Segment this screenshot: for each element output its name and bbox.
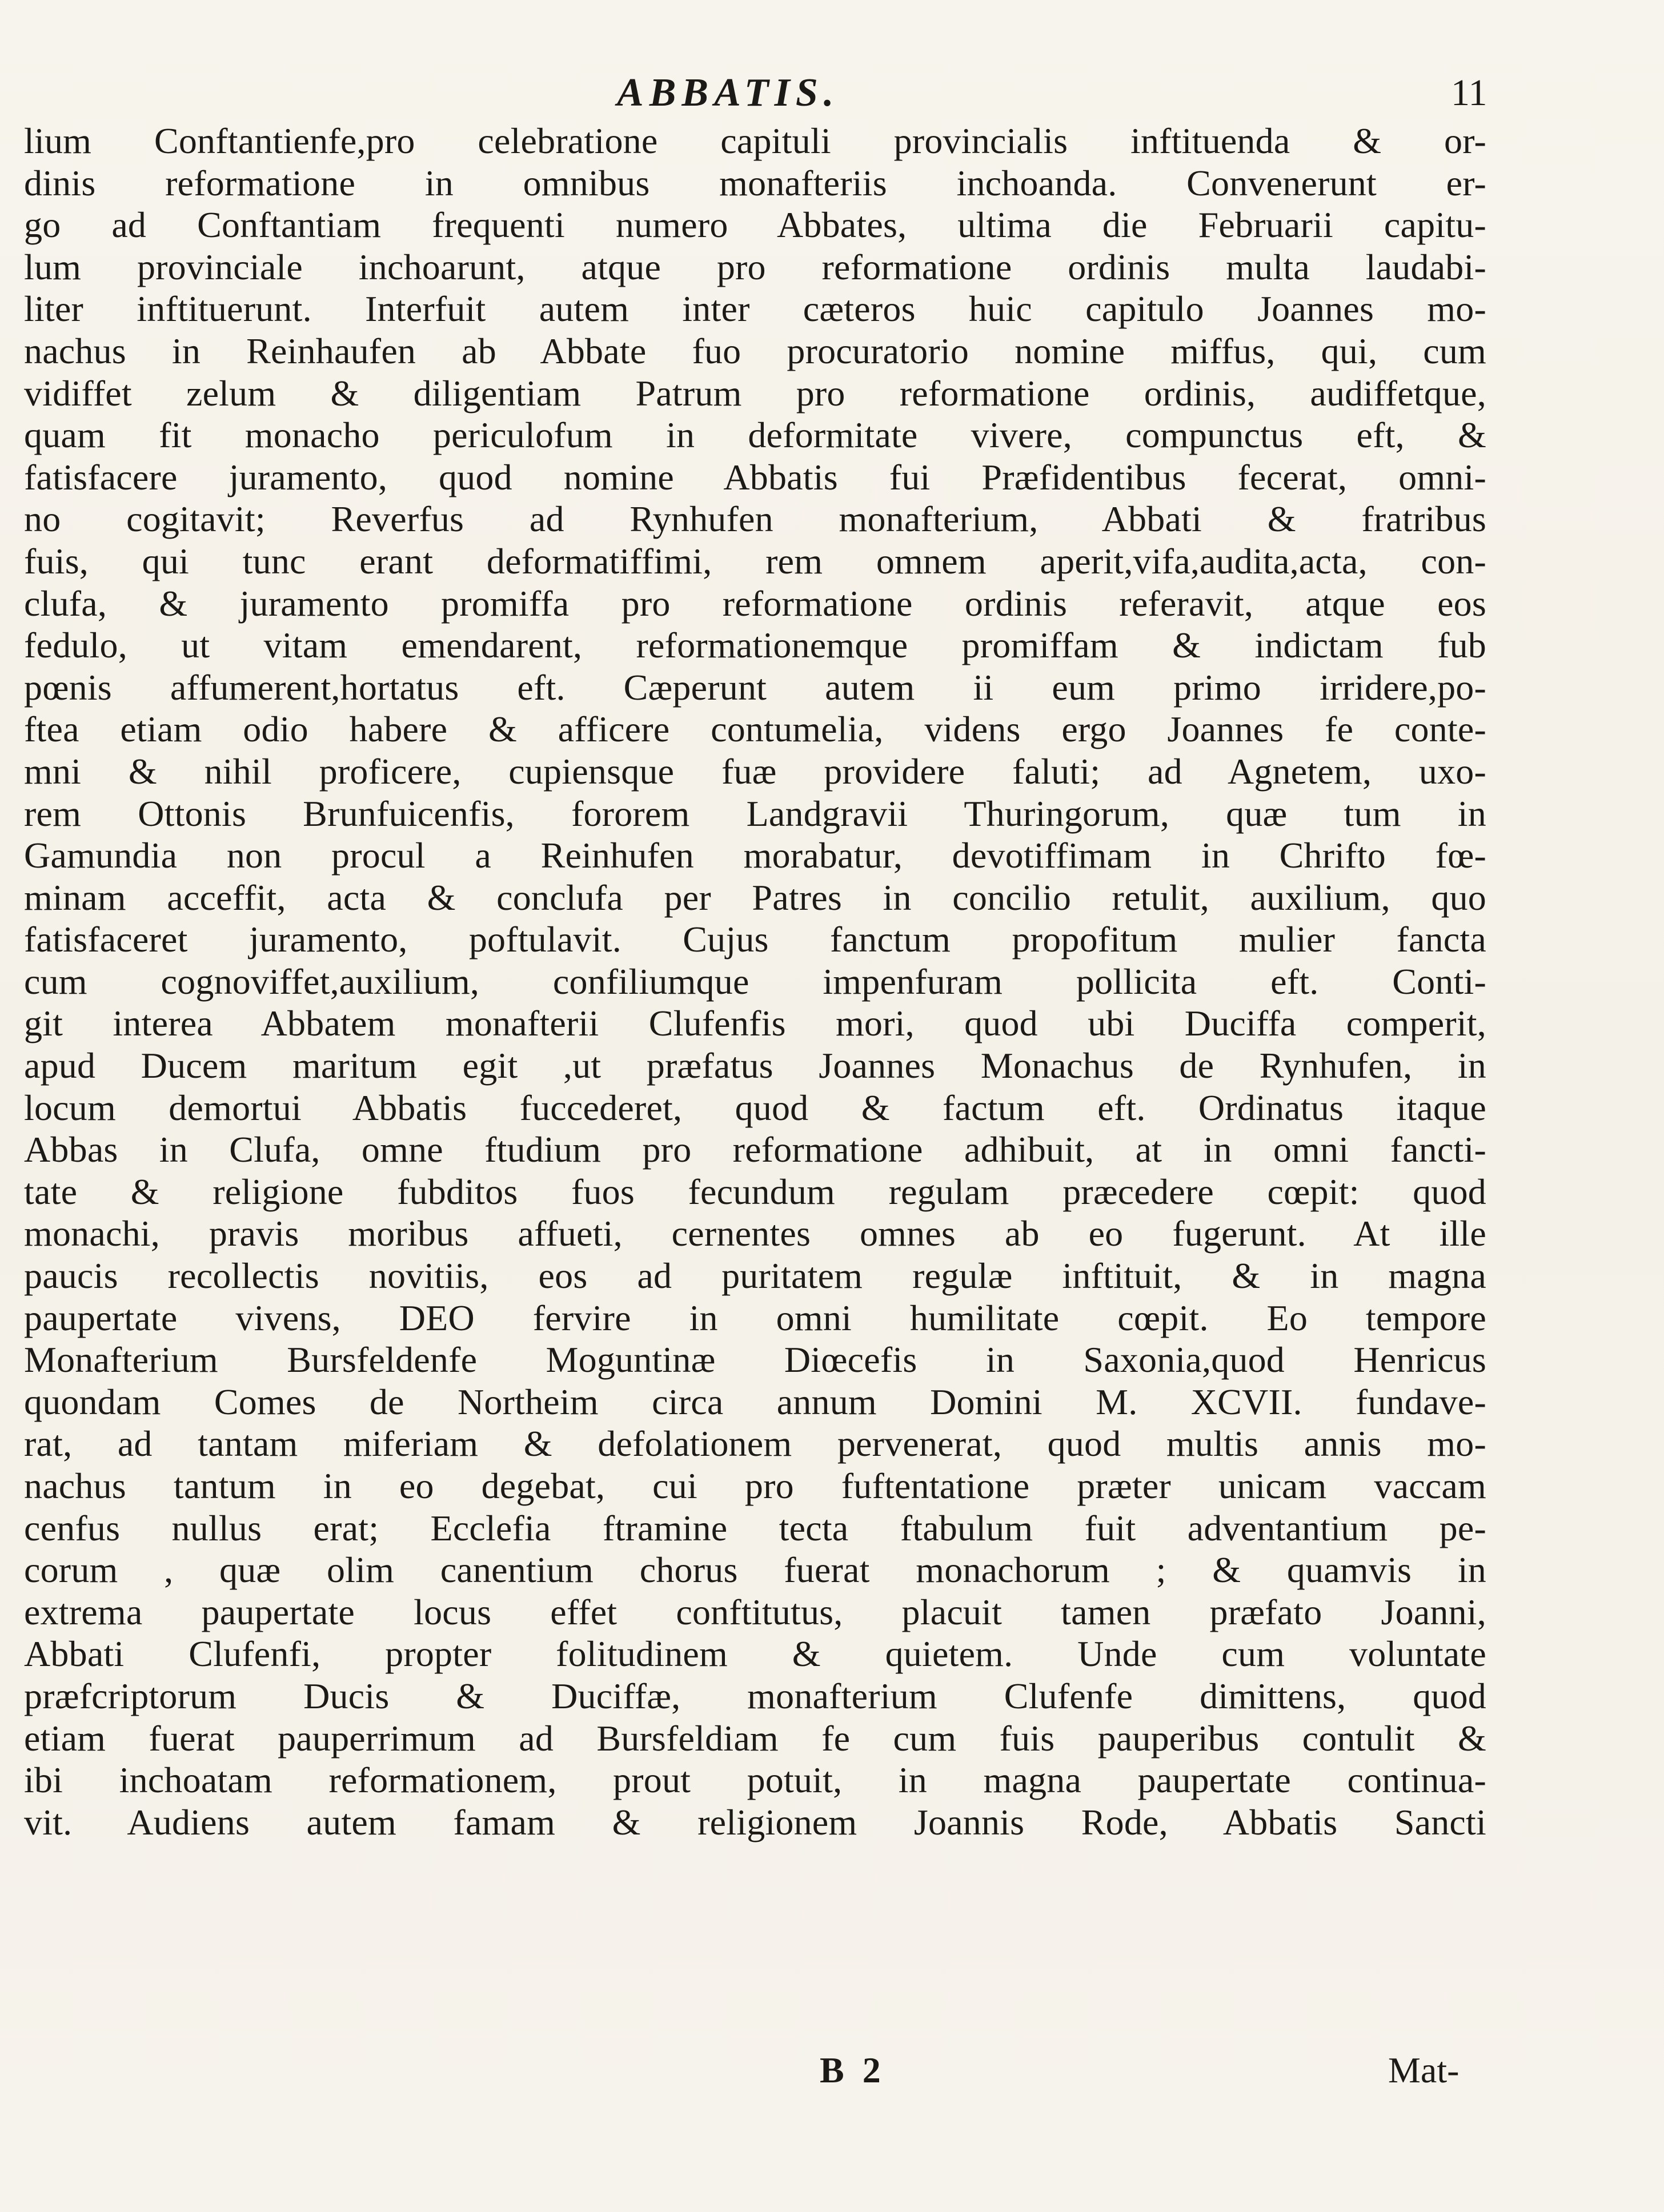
- page-footer: [0, 2045, 1664, 2096]
- text-line: nachus in Reinhaufen ab Abbate fuo procuratorio nomine miffus, qui, cum: [24, 330, 1486, 371]
- text-line: git interea Abbatem monafterii Clufenfis mori, quod ubi Duciffa comperit,: [24, 1003, 1486, 1044]
- text-line: nachus tantum in eo degebat, cui pro fuftentatione præter unicam vaccam: [24, 1466, 1486, 1506]
- text-line: rem Ottonis Brunfuicenfis, fororem Landgravii Thuringorum, quæ tum in: [24, 793, 1486, 834]
- text-line: quondam Comes de Northeim circa annum Domini M. XCVII. fundave-: [24, 1381, 1486, 1422]
- text-line: corum , quæ olim canentium chorus fuerat monachorum ; & quamvis in: [24, 1549, 1486, 1591]
- text-line: pœnis affumerent,hortatus eft. Cæperunt autem ii eum primo irridere,po-: [24, 667, 1486, 708]
- text-line: dinis reformatione in omnibus monafteriis inchoanda. Convenerunt er-: [24, 162, 1486, 203]
- text-line: locum demortui Abbatis fuccederet, quod & factum eft. Ordinatus itaque: [24, 1087, 1486, 1128]
- catchword: Mat-: [1388, 2050, 1459, 2090]
- page-number: 11: [1451, 72, 1487, 114]
- text-line: cum cognoviffet,auxilium, confiliumque impenfuram pollicita eft. Conti-: [24, 961, 1486, 1002]
- text-line: monachi, pravis moribus affueti, cernentes omnes ab eo fugerunt. At ille: [24, 1213, 1486, 1254]
- text-line: no cogitavit; Reverfus ad Rynhufen monafterium, Abbati & fratribus: [24, 499, 1486, 540]
- running-head: [0, 67, 1664, 119]
- text-line: mni & nihil proficere, cupiensque fuæ providere faluti; ad Agnetem, uxo-: [24, 750, 1486, 792]
- text-line: ibi inchoatam reformationem, prout potuit, in magna paupertate continua-: [24, 1760, 1486, 1801]
- text-line: extrema paupertate locus effet conftitutus, placuit tamen præfato Joanni,: [24, 1591, 1486, 1632]
- text-line: fedulo, ut vitam emendarent, reformationemque promiffam & indictam fub: [24, 625, 1486, 666]
- body-text: [24, 120, 1486, 1843]
- text-line: tate & religione fubditos fuos fecundum regulam præcedere cœpit: quod: [24, 1171, 1486, 1212]
- text-line: minam acceffit, acta & conclufa per Patres in concilio retulit, auxilium, quo: [24, 877, 1486, 918]
- text-line: quam fit monacho periculofum in deformitate vivere, compunctus eft, &: [24, 415, 1486, 456]
- text-line: rat, ad tantam miferiam & defolationem pervenerat, quod multis annis mo-: [24, 1423, 1486, 1464]
- text-line: Gamundia non procul a Reinhufen morabatur, devotiffimam in Chrifto fœ-: [24, 835, 1486, 876]
- text-line: Abbas in Clufa, omne ftudium pro reformatione adhibuit, at in omni fancti-: [24, 1129, 1486, 1170]
- text-line: ftea etiam odio habere & afficere contumelia, videns ergo Joannes fe conte-: [24, 709, 1486, 750]
- text-line: fuis, qui tunc erant deformatiffimi, rem omnem aperit,vifa,audita,acta, con-: [24, 540, 1486, 581]
- signature-mark: B 2: [820, 2050, 885, 2090]
- text-line: fatisfaceret juramento, poftulavit. Cujus fanctum propofitum mulier fancta: [24, 919, 1486, 960]
- text-line: vidiffet zelum & diligentiam Patrum pro reformatione ordinis, audiffetque,: [24, 372, 1486, 414]
- text-line: paucis recollectis novitiis, eos ad puritatem regulæ inftituit, & in magna: [24, 1255, 1486, 1296]
- text-line: paupertate vivens, DEO fervire in omni humilitate cœpit. Eo tempore: [24, 1297, 1486, 1338]
- text-line: præfcriptorum Ducis & Duciffæ, monafterium Clufenfe dimittens, quod: [24, 1675, 1486, 1716]
- text-line: Monafterium Bursfeldenfe Moguntinæ Diœcefis in Saxonia,quod Henricus: [24, 1339, 1486, 1380]
- text-line: fatisfacere juramento, quod nomine Abbatis fui Præfidentibus fecerat, omni-: [24, 456, 1486, 497]
- text-line: etiam fuerat pauperrimum ad Bursfeldiam fe cum fuis pauperibus contulit &: [24, 1717, 1486, 1759]
- text-line: lium Conftantienfe,pro celebratione capituli provincialis inftituenda & or-: [24, 121, 1486, 161]
- running-title: ABBATIS.: [617, 71, 840, 115]
- text-line: clufa, & juramento promiffa pro reformatione ordinis referavit, atque eos: [24, 583, 1486, 624]
- text-line: vit. Audiens autem famam & religionem Joannis Rode, Abbatis Sancti: [24, 1801, 1486, 1842]
- text-line: liter inftituerunt. Interfuit autem inter cæteros huic capitulo Joannes mo-: [24, 288, 1486, 330]
- text-line: go ad Conftantiam frequenti numero Abbates, ultima die Februarii capitu-: [24, 204, 1486, 246]
- text-line: lum provinciale inchoarunt, atque pro reformatione ordinis multa laudabi-: [24, 246, 1486, 287]
- text-line: apud Ducem maritum egit ,ut præfatus Joannes Monachus de Rynhufen, in: [24, 1045, 1486, 1086]
- text-line: Abbati Clufenfi, propter folitudinem & quietem. Unde cum voluntate: [24, 1633, 1486, 1675]
- text-line: cenfus nullus erat; Ecclefia ftramine tecta ftabulum fuit adventantium pe-: [24, 1507, 1486, 1548]
